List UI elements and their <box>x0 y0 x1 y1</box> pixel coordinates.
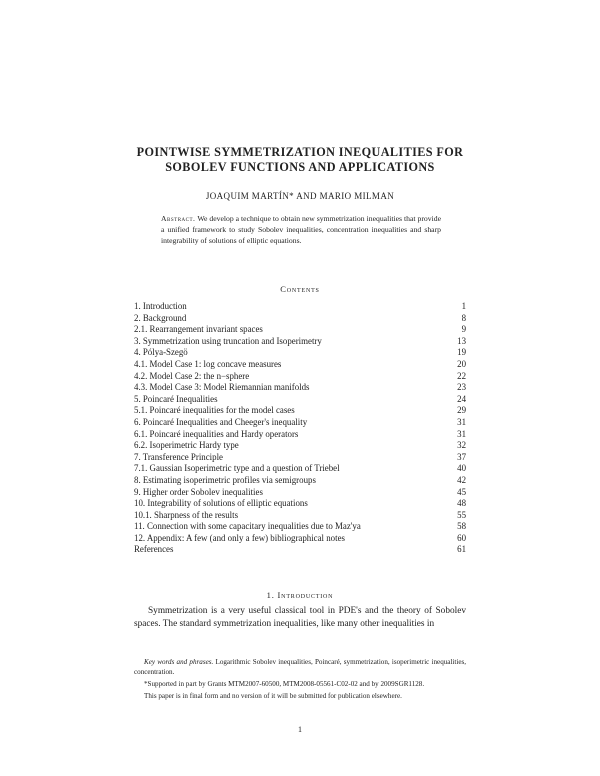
authors: JOAQUIM MARTÍN* AND MARIO MILMAN <box>205 191 395 201</box>
toc-entry-page: 9 <box>461 324 466 335</box>
toc-entry-page: 37 <box>457 451 466 462</box>
toc-entry[interactable] <box>134 336 466 348</box>
toc-entry-title: 5.1. Poincaré inequalities for the model cases <box>134 405 295 416</box>
toc-entry-page: 19 <box>457 347 466 358</box>
toc-entry-title: 8. Estimating isoperimetric profiles via semigroups <box>134 474 316 485</box>
toc-entry-title: 6. Poincaré Inequalities and Cheeger's inequality <box>134 416 308 427</box>
toc-entry[interactable] <box>134 544 466 556</box>
toc-entry[interactable] <box>134 394 466 406</box>
toc-entry-title: References <box>134 544 174 555</box>
toc-entry-title: 2. Background <box>134 312 187 323</box>
arxiv-sidebar <box>4 180 44 580</box>
support-footnote: *Supported in part by Grants MTM2007-60500, MTM2008-05561-C02-02 and by 2009SGR1128. <box>144 680 425 688</box>
table-of-contents <box>134 301 466 556</box>
toc-entry[interactable] <box>134 440 466 452</box>
toc-entry[interactable] <box>134 359 466 371</box>
toc-entry[interactable] <box>134 313 466 325</box>
toc-entry-title: 9. Higher order Sobolev inequalities <box>134 486 263 497</box>
toc-entry-title: 10.1. Sharpness of the results <box>134 509 239 520</box>
toc-entry[interactable] <box>134 301 466 313</box>
toc-entry-title: 5. Poincaré Inequalities <box>134 393 218 404</box>
toc-entry[interactable] <box>134 475 466 487</box>
toc-entry-title: 4.3. Model Case 3: Model Riemannian manifolds <box>134 382 310 393</box>
toc-entry[interactable] <box>134 521 466 533</box>
abstract <box>161 213 441 246</box>
toc-entry[interactable] <box>134 417 466 429</box>
toc-entry-page: 24 <box>457 393 466 404</box>
page-number: 1 <box>298 725 302 734</box>
toc-entry[interactable] <box>134 510 466 522</box>
abstract-text: We develop a technique to obtain new symmetrization inequalities that provide a unified framework to study Sobolev inequalities, concentration inequalities and sharp integrability of solutions of elliptic equations. <box>161 214 441 245</box>
toc-entry-page: 20 <box>457 358 466 369</box>
toc-entry-title: 12. Appendix: A few (and only a few) bibliographical notes <box>134 532 345 543</box>
toc-entry-page: 48 <box>457 498 466 509</box>
toc-entry-title: 4. Pólya-Szegö <box>134 347 188 358</box>
toc-entry-page: 1 <box>461 301 466 311</box>
toc-entry-page: 45 <box>457 486 466 497</box>
toc-entry[interactable] <box>134 405 466 417</box>
abstract-label: Abstract. <box>161 214 196 223</box>
toc-entry-page: 13 <box>457 335 466 346</box>
toc-entry[interactable] <box>134 498 466 510</box>
toc-entry-page: 58 <box>457 521 466 532</box>
toc-entry-page: 61 <box>457 544 466 555</box>
toc-entry-title: 4.2. Model Case 2: the n−sphere <box>134 370 250 381</box>
toc-entry[interactable] <box>134 324 466 336</box>
contents-heading: Contents <box>280 284 320 294</box>
toc-entry-title: 6.1. Poincaré inequalities and Hardy operators <box>134 428 299 439</box>
toc-entry[interactable] <box>134 533 466 545</box>
toc-entry-page: 23 <box>457 382 466 393</box>
footnotes <box>134 657 466 703</box>
toc-entry[interactable] <box>134 382 466 394</box>
section-heading: 1. Introduction <box>266 590 334 600</box>
toc-entry-title: 6.2. Isoperimetric Hardy type <box>134 440 239 451</box>
paper-title-line-1: POINTWISE SYMMETRIZATION INEQUALITIES FOR <box>136 145 464 159</box>
toc-entry-title: 7. Transference Principle <box>134 451 223 462</box>
toc-entry-page: 55 <box>457 509 466 520</box>
toc-entry[interactable] <box>134 487 466 499</box>
toc-entry[interactable] <box>134 347 466 359</box>
toc-entry-page: 31 <box>457 428 466 439</box>
keywords-footnote <box>134 657 466 677</box>
toc-entry[interactable] <box>134 371 466 383</box>
keywords-label: Key words and phrases. <box>144 658 214 666</box>
toc-entry-title: 10. Integrability of solutions of elliptic equations <box>134 498 308 509</box>
toc-entry[interactable] <box>134 463 466 475</box>
final-form-footnote: This paper is in final form and no version of it will be submitted for publication elsewhere. <box>144 692 402 700</box>
toc-entry[interactable] <box>134 452 466 464</box>
toc-entry-page: 40 <box>457 463 466 474</box>
paper-title-line-2: SOBOLEV FUNCTIONS AND APPLICATIONS <box>165 160 435 174</box>
toc-entry-title: 2.1. Rearrangement invariant spaces <box>134 324 263 335</box>
toc-entry-page: 8 <box>461 312 466 323</box>
toc-entry-title: 3. Symmetrization using truncation and Isoperimetry <box>134 335 322 346</box>
toc-entry-page: 60 <box>457 532 466 543</box>
toc-entry-title: 1. Introduction <box>134 301 187 311</box>
toc-entry-title: 4.1. Model Case 1: log concave measures <box>134 358 282 369</box>
toc-entry-page: 31 <box>457 416 466 427</box>
toc-entry-page: 22 <box>457 370 466 381</box>
toc-entry-title: 7.1. Gaussian Isoperimetric type and a question of Triebel <box>134 463 340 474</box>
body-paragraph: Symmetrization is a very useful classical tool in PDE's and the theory of Sobolev spaces. The standard symmetrization inequalities, like many other inequalities in <box>134 606 466 629</box>
keywords-text: Logarithmic Sobolev inequalities, Poincaré, symmetrization, isoperimetric inequalities, concentration. <box>134 658 467 676</box>
toc-entry-page: 32 <box>457 440 466 451</box>
toc-entry-page: 42 <box>457 474 466 485</box>
toc-entry-title: 11. Connection with some capacitary inequalities due to Maz'ya <box>134 521 361 532</box>
toc-entry-page: 29 <box>457 405 466 416</box>
toc-entry[interactable] <box>134 429 466 441</box>
